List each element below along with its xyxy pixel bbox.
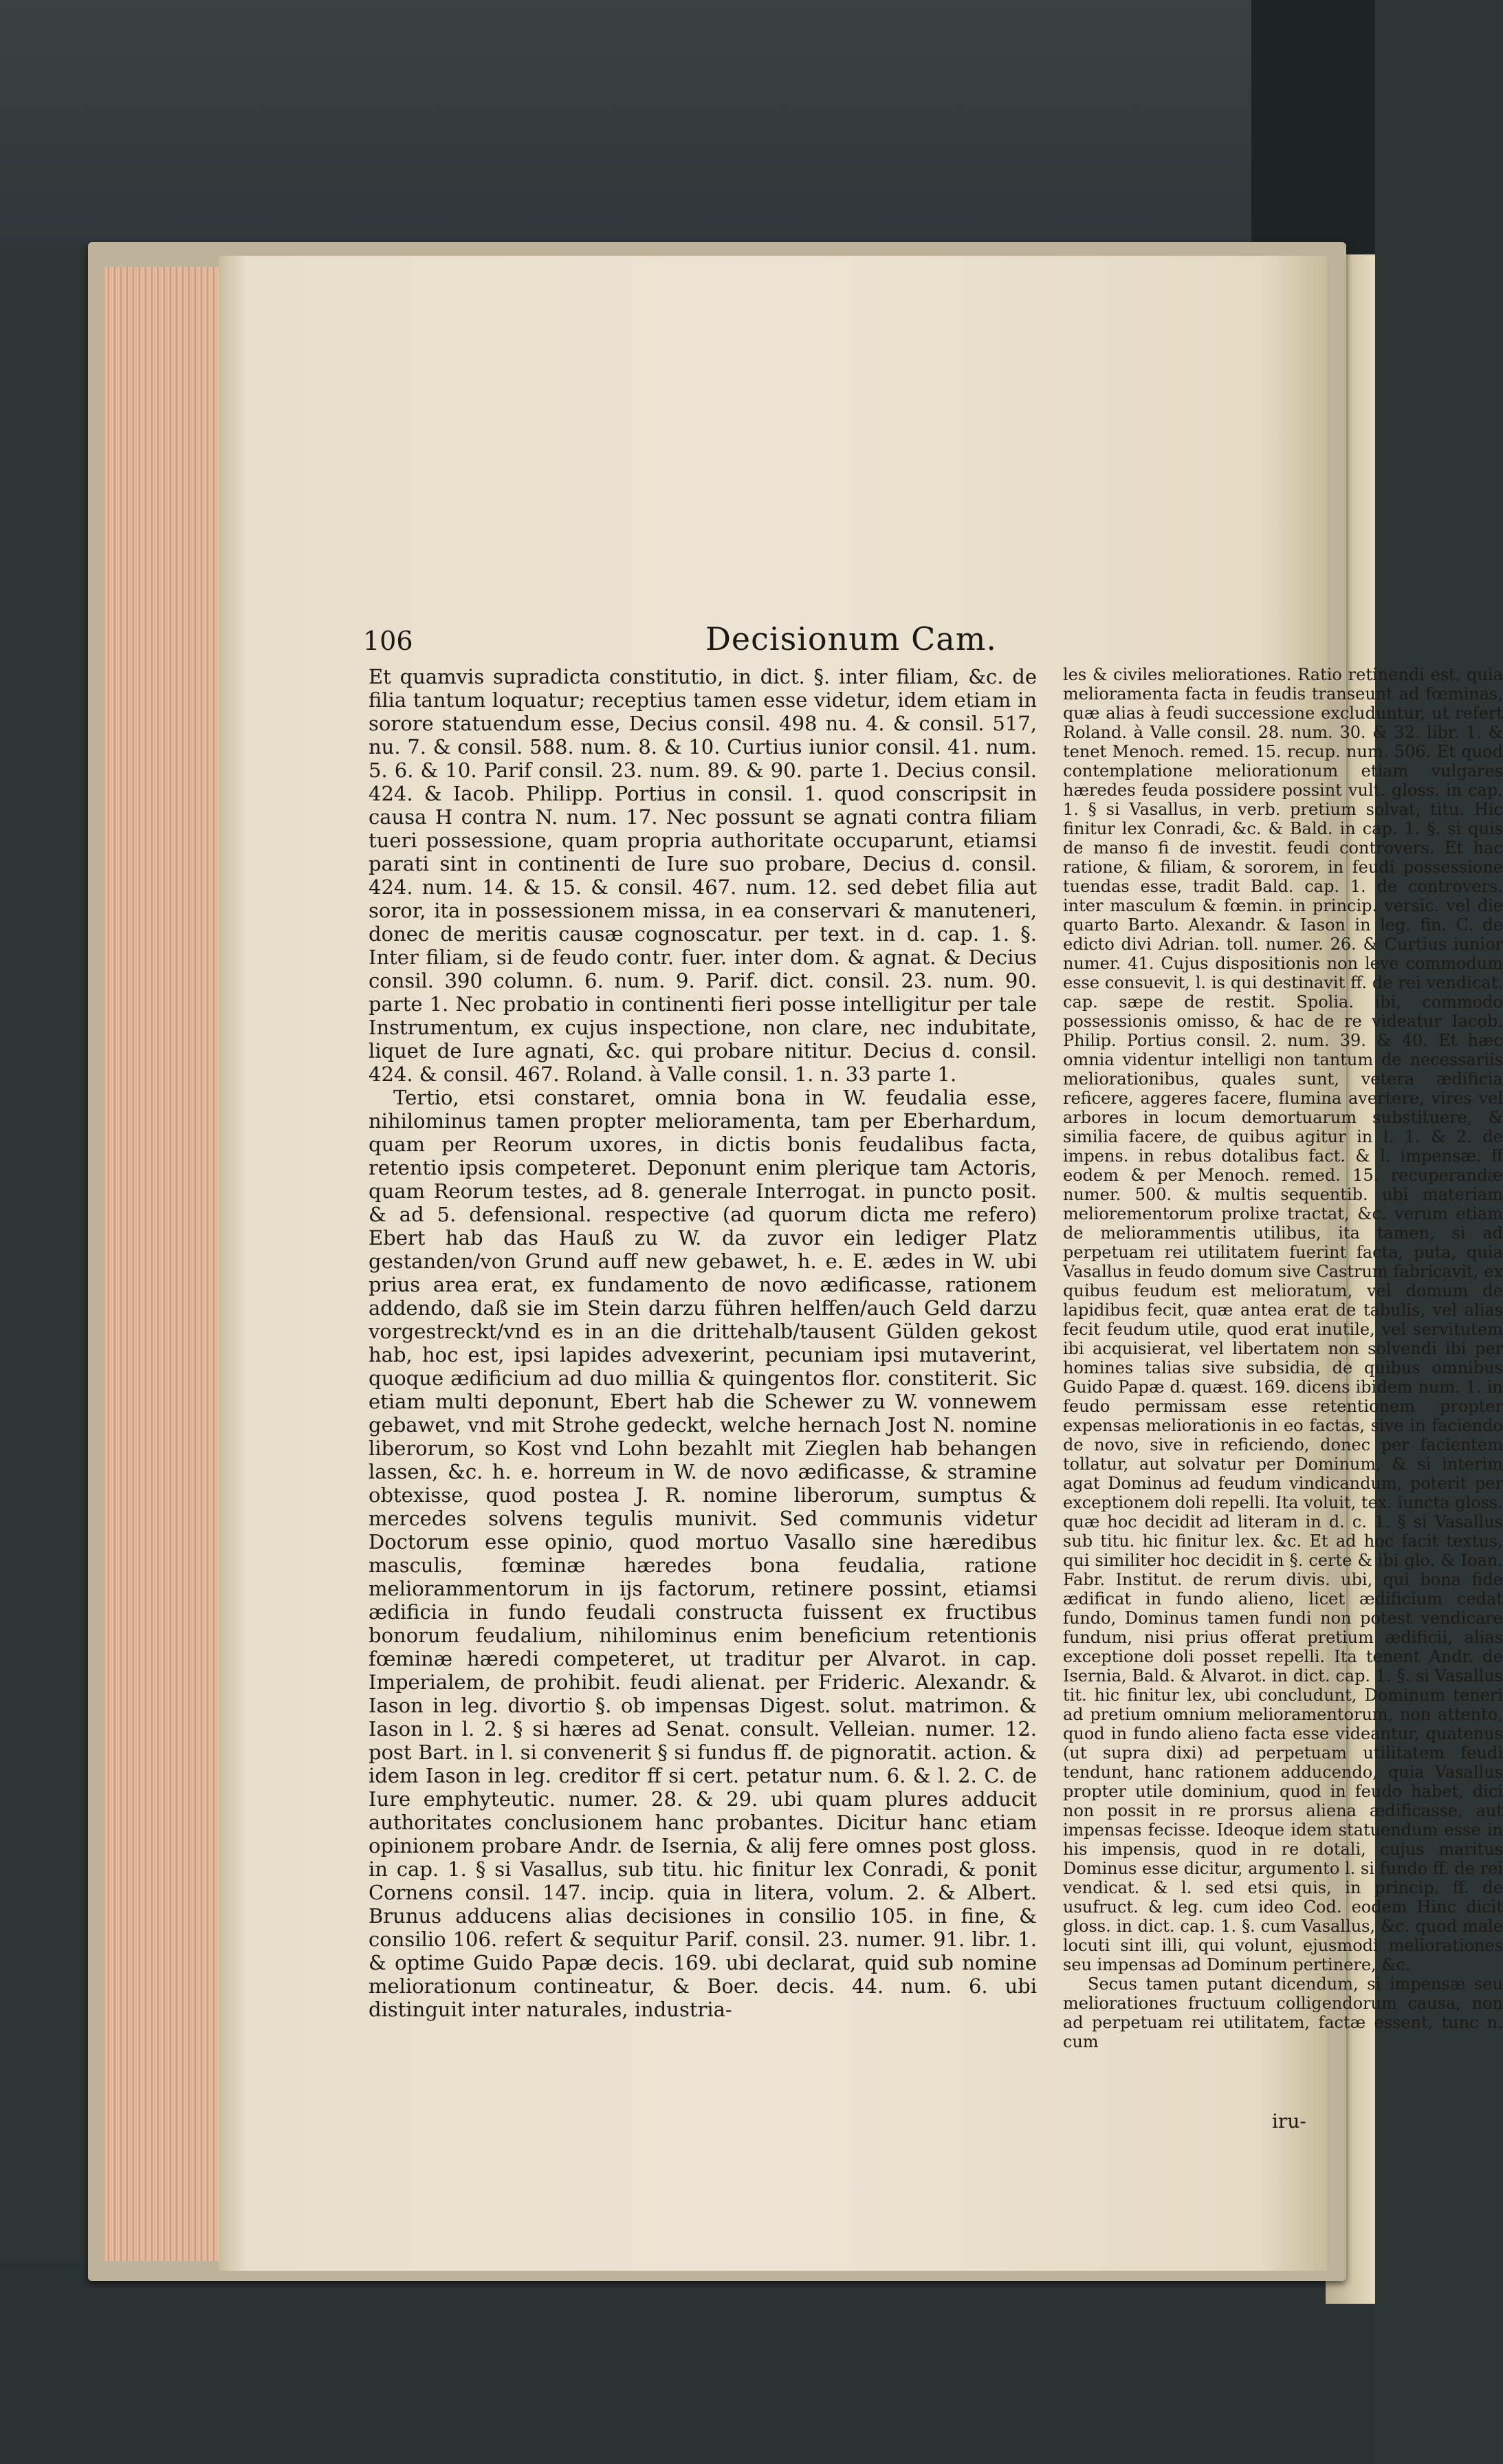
paragraph: Tertio, etsi constaret, omnia bona in W. feudalia esse, nihilominus tamen propter melioramenta, tam per Eberhardum, quam per Reorum uxores, in dictis bonis feudalibus facta, retentio ipsis competeret. Deponunt enim plerique tam Actoris, quam Reorum testes, ad 8. generale Interrogat. in puncto posit. & ad 5. defensional. respective (ad quorum dicta me refero) Ebert hab das Hauß zu W. da zuvor ein lediger Platz gestanden/von Grund auff new gebawet, h. e. E. ædes in W. ubi prius area erat, ex fundamento de novo ædificasse, rationem addendo, daß sie im Stein darzu führen helffen/auch Geld darzu vorgestreckt/vnd es in an die drittehalb/tausent Gülden gekost hab, hoc est, ipsi lapides advexerint, pecuniam ipsi mutaverint, quoque ædificium ad duo millia & quingentos flor. constiterit. Sic etiam multi deponunt, Ebert hab die Schewer zu W. vonnewem gebawet, vnd mit Strohe gedeckt, welche hernach Jost N. nomine liberorum, so Kost vnd Lohn bezahlt mit Zieglen hab behangen lassen, &c. h. e. horreum in W. de novo ædificasse, & stramine obtexisse, quod postea J. R. nomine liberorum, sumptus & mercedes solvens tegulis munivit. Sed communis videtur Doctorum esse opinio, quod mortuo Vasallo sine hæredibus masculis, fœminæ hæredes bona feudalia, ratione meliorammentorum in ijs factorum, retinere possint, etiamsi ædificia in fundo feudali constructa fuissent ex fructibus bonorum feudalium, nihilominus enim beneficium retentionis fœminæ hæredi competeret, ut traditur per Alvarot. in cap. Imperialem, de prohibit. feudi alienat. per Frideric. Alexandr. & Iason in leg. divortio §. ob impensas Digest. solut. matrimon. & Iason in l. 2. § si hæres ad Senat. consult. Velleian. numer. 12. post Bart. in l. si convenerit § si fundus ff. de pignoratit. action. & idem Iason in leg. creditor ff si cert. petatur num. 6. & l. 2. C. de Iure emphyteutic. numer. 28. & 29. ubi quam plures adducit authoritates conclusionem hanc probantes. Dicitur hanc etiam opinionem probare Andr. de Isernia, & alij fere omnes post gloss. in cap. 1. § si Vasallus, sub titu. hic finitur lex Conradi, & ponit Cornens consil. 147. incip. quia in litera, volum. 2. & Albert. Brunus adducens alias decisiones in consilio 105. in fine, & consilio 106. refert & sequitur Parif. consil. 23. numer. 91. libr. 1. & optime Guido Papæ decis. 169. ubi declarat, quid sub nomine meliorationum contineatur, & Boer. decis. 44. num. 6. ubi distinguit inter naturales, industria- [369,1086,1037,2021]
paragraph: les & civiles meliorationes. Ratio retinendi est, quia melioramenta facta in feudis transeunt ad fœminas, quæ alias à feudi successione excluduntur, ut refert Roland. à Valle consil. 28. num. 30. & 32. libr. 1. & tenet Menoch. remed. 15. recup. num. 506. Et quod contemplatione meliorationum etiam vulgares hæredes feuda possidere possint vult. gloss. in cap. 1. § si Vasallus, in verb. pretium solvat, titu. Hic finitur lex Conradi, &c. & Bald. in cap. 1. §. si quis de manso fi de investit. feudi controvers. Et hac ratione, & filiam, & sororem, in feudi possessione tuendas esse, tradit Bald. cap. 1. de controvers. inter masculum & fœmin. in princip. versic. vel die quarto Barto. Alexandr. & Iason in leg. fin. C. de edicto divi Adrian. toll. numer. 26. & Curtius iunior numer. 41. Cujus dispositionis non leve commodum esse consuevit, l. is qui destinavit ff. de rei vendicat. cap. sæpe de restit. Spolia. ibi, commodo possessionis omisso, & hac de re videatur Iacob. Philip. Portius consil. 2. num. 39. & 40. Et hæc omnia videntur intelligi non tantum de necessariis meliorationibus, quales sunt, vetera ædificia reficere, aggeres facere, flumina avertere, vires vel arbores in locum demortuarum substituere, & similia facere, de quibus agitur in l. 1. & 2. de impens. in rebus dotalibus fact. & l. impensæ. ff eodem & per Menoch. remed. 15. recuperandæ numer. 500. & multis sequentib. ubi materiam meliorementorum prolixe tractat, &c. verum etiam de meliorammentis utilibus, ita tamen, si ad perpetuam rei utilitatem fuerint facta, puta, quia Vasallus in feudo domum sive Castrum fabricavit, ex quibus feudum est melioratum, vel domum de lapidibus fecit, quæ antea erat de tabulis, vel alias fecit feudum utile, quod erat inutile, vel servitutem ibi acquisierat, vel libertatem non solvendi ibi per homines talias sive subsidia, de quibus omnibus Guido Papæ d. quæst. 169. dicens ibidem num. 1. in feudo permissam esse retentionem propter expensas meliorationis in eo factas, sive in faciendo de novo, sive in reficiendo, donec per facientem tollatur, aut solvatur per Dominum, & si interim agat Dominus ad feudum vindicandum, poterit per exceptionem doli repelli. Ita voluit, tex. iuncta gloss. quæ hoc decidit ad literam in d. c. 1. § si Vasallus sub titu. hic finitur lex. &c. Et ad hoc facit textus, qui similiter hoc decidit in §. certe & ibi glo. & Ioan. Fabr. Institut. de rerum divis. ubi, qui bona fide ædificat in fundo alieno, licet ædificium cedat fundo, Dominus tamen fundi non potest vendicare fundum, nisi prius offerat pretium ædificii, alias exceptione doli posset repelli. Ita tenent Andr. de Isernia, Bald. & Alvarot. in dict. cap. 1. §. si Vasallus tit. hic finitur lex, ubi concludunt, Dominum teneri ad pretium omnium melioramentorum, non attento, quod in fundo alieno facta esse videantur, quatenus (ut supra dixi) ad perpetuam utilitatem feudi tendunt, hanc rationem adducendo, quia Vasallus propter utile dominium, quod in feudo habet, dici non possit in re prorsus aliena ædificasse, aut impensas fecisse. Ideoque idem statuendum esse in his impensis, quod in re dotali, cujus maritus Dominus esse dicitur, argumento l. si fundo ff. de rei vendicat. & l. sed etsi quis, in princip. ff. de usufruct. & leg. cum ideo Cod. eodem Hinc dicit gloss. in dict. cap. 1. §. cum Vasallus, &c. quod male locuti sint illi, qui volunt, ejusmodi meliorationes seu impensas ad Dominum pertinere, &c. [1063,665,1503,1974]
catchword: iru- [1272,2110,1306,2133]
paragraph: Secus tamen putant dicendum, si impensæ seu meliorationes fructuum colligendorum causa, non ad perpetuam rei utilitatem, factæ essent, tunc n. cum [1063,1974,1503,2051]
left-column [369,665,1037,2021]
running-title: Decisionum Cam. [705,620,997,657]
page-edges [105,267,225,2261]
dark-background-bottom [0,2263,1375,2464]
book-page [219,256,1503,2271]
running-head [219,620,1327,662]
page-number: 106 [363,626,413,656]
paragraph: Et quamvis supradicta constitutio, in dict. §. inter filiam, &c. de filia tantum loquatur; receptius tamen esse videtur, idem etiam in sorore statuendum esse, Decius consil. 498 nu. 4. & consil. 517, nu. 7. & consil. 588. num. 8. & 10. Curtius iunior consil. 41. num. 5. 6. & 10. Parif consil. 23. num. 89. & 90. parte 1. Decius consil. 424. & Iacob. Philipp. Portius in consil. 1. quod conscripsit in causa H contra N. num. 17. Nec possunt se agnati contra filiam tueri possessione, quam propria authoritate occuparunt, etiamsi parati sint in continenti de Iure suo probare, Decius d. consil. 424. num. 14. & 15. & consil. 467. num. 12. sed debet filia aut soror, ita in possessionem missa, in ea conservari & manuteneri, donec de meritis causæ cognoscatur. per text. in d. cap. 1. §. Inter filiam, si de feudo contr. fuer. inter dom. & agnat. & Decius consil. 390 column. 6. num. 9. Parif. dict. consil. 23. num. 90. parte 1. Nec probatio in continenti fieri posse intelligitur per tale Instrumentum, ex cujus inspectione, non clare, nec indubitate, liquet de Iure agnati, &c. qui probare nititur. Decius d. consil. 424. & consil. 467. Roland. à Valle consil. 1. n. 33 parte 1. [369,665,1037,1086]
right-column [1063,665,1503,2051]
dark-background-top [0,0,1375,248]
